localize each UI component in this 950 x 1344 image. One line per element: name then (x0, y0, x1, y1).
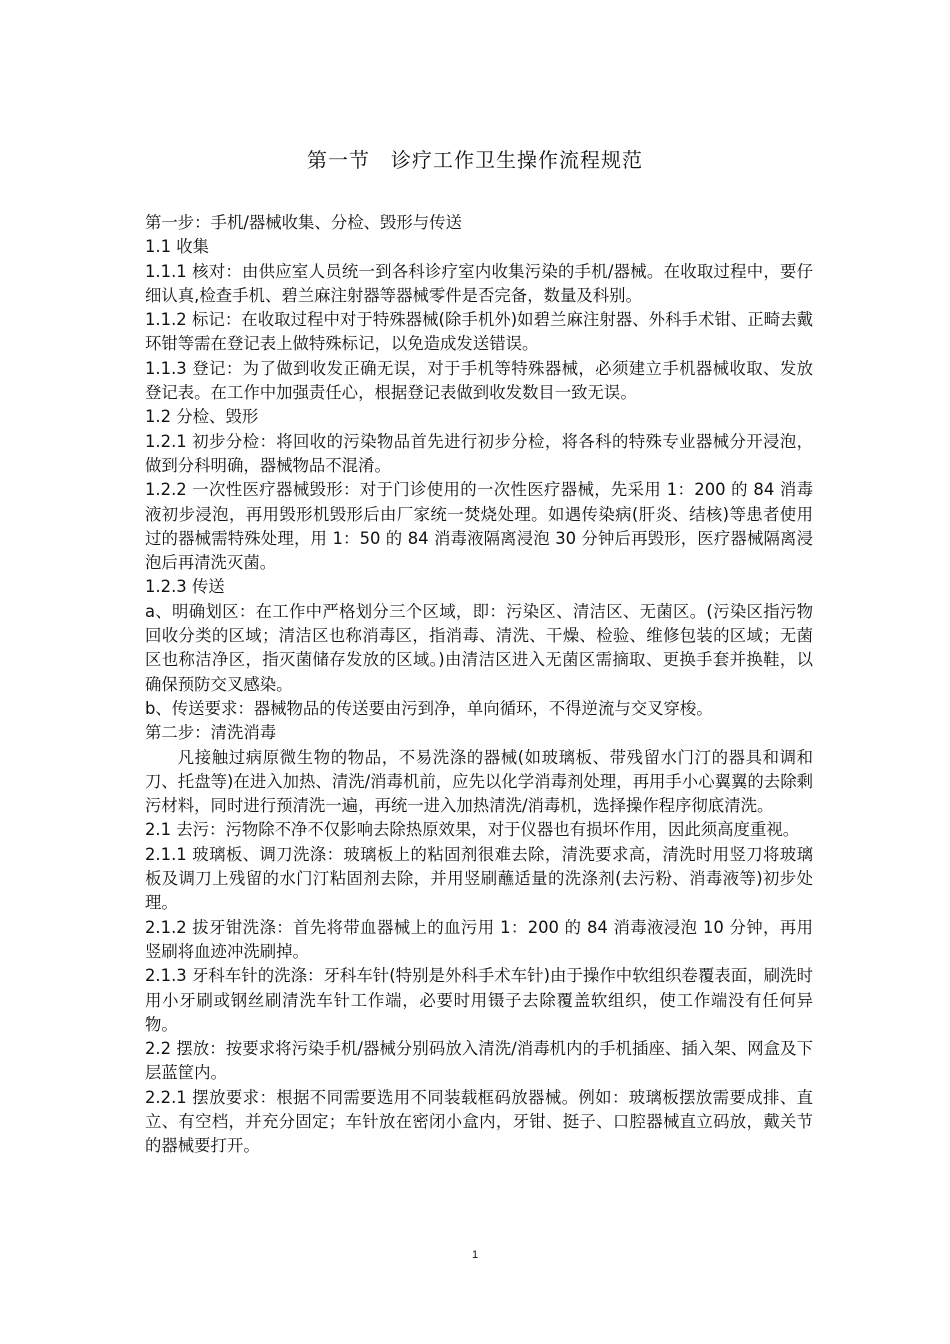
body-paragraph: 第一步：手机/器械收集、分检、毁形与传送 (145, 213, 462, 232)
body-paragraph: 1.2.2 一次性医疗器械毁形：对于门诊使用的一次性医疗器械，先采用 1：200 的 84 消毒液初步浸泡，再用毁形机毁形后由厂家统一焚烧处理。如遇传染病(肝炎、结核)等患者使用过的器械需特殊处理，用 1：50 的 84 消毒液隔离浸泡 30 分钟后再毁形，医疗器械隔离浸泡后再清洗灭菌。 (145, 480, 813, 573)
body-paragraph: 1.1 收集 (145, 237, 210, 257)
document-body (145, 211, 813, 1159)
body-paragraph: 2.1 去污：污物除不净不仅影响去除热原效果，对于仪器也有损坏作用，因此须高度重视。 (145, 820, 800, 840)
body-paragraph: b、传送要求：器械物品的传送要由污到净，单向循环，不得逆流与交叉穿梭。 (145, 698, 713, 718)
body-paragraph: 1.1.3 登记：为了做到收发正确无误，对于手机等特殊器械，必须建立手机器械收取、发放登记表。在工作中加强责任心，根据登记表做到收发数目一致无误。 (145, 358, 813, 403)
body-paragraph: 2.1.3 牙科车针的洗涤：牙科车针(特别是外科手术车针)由于操作中软组织卷覆表面，刷洗时用小牙刷或钢丝刷清洗车针工作端，必要时用镊子去除覆盖软组织，使工作端没有任何异物。 (145, 966, 813, 1034)
body-paragraph: 2.1.2 拔牙钳洗涤：首先将带血器械上的血污用 1：200 的 84 消毒液浸泡 10 分钟，再用竖刷将血迹冲洗刷掉。 (145, 917, 813, 961)
body-paragraph: 1.2.3 传送 (145, 577, 225, 597)
body-paragraph: 1.1.2 标记：在收取过程中对于特殊器械(除手机外)如碧兰麻注射器、外科手术钳、正畸去戴环钳等需在登记表上做特殊标记，以免造成发送错误。 (145, 310, 813, 354)
body-paragraph: 凡接触过病原微生物的物品，不易洗涤的器械(如玻璃板、带残留水门汀的器具和调和刀、托盘等)在进入加热、清洗/消毒机前，应先以化学消毒剂处理，再用手小心翼翼的去除剩污材料，同时进行预清洗一遍，再统一进入加热清洗/消毒机，选择操作程序彻底清洗。 (145, 747, 813, 816)
body-paragraph: 2.1.1 玻璃板、调刀洗涤：玻璃板上的粘固剂很难去除，清洗要求高，清洗时用竖刀将玻璃板及调刀上残留的水门汀粘固剂去除，并用竖刷蘸适量的洗涤剂(去污粉、消毒液等)初步处理。 (145, 844, 813, 913)
body-paragraph: 2.2.1 摆放要求：根据不同需要选用不同装载框码放器械。例如：玻璃板摆放需要成排、直立、有空档，并充分固定；车针放在密闭小盒内，牙钳、挺子、口腔器械直立码放，戴关节的器械要打开。 (145, 1087, 813, 1156)
body-paragraph: a、明确划区：在工作中严格划分三个区域，即：污染区、清洁区、无菌区。(污染区指污物回收分类的区域；清洁区也称消毒区，指消毒、清洗、干燥、检验、维修包装的区域；无菌区也称洁净区，指灭菌储存发放的区域。)由清洁区进入无菌区需摘取、更换手套并换鞋，以确保预防交叉感染。 (145, 601, 813, 694)
body-paragraph: 2.2 摆放：按要求将污染手机/器械分别码放入清洗/消毒机内的手机插座、插入架、网盒及下层蓝筐内。 (145, 1039, 813, 1083)
body-paragraph: 1.1.1 核对：由供应室人员统一到各科诊疗室内收集污染的手机/器械。在收取过程中，要仔细认真,检查手机、碧兰麻注射器等器械零件是否完备，数量及科别。 (145, 261, 813, 305)
body-paragraph: 第二步：清洗消毒 (145, 723, 277, 743)
body-paragraph: 1.2.1 初步分检：将回收的污染物品首先进行初步分检，将各科的特殊专业器械分开浸泡，做到分科明确，器械物品不混淆。 (145, 431, 813, 475)
page-number: 1 (471, 1249, 479, 1261)
page-title: 第一节 诊疗工作卫生操作流程规范 (307, 148, 643, 172)
body-paragraph: 1.2 分检、毁形 (145, 407, 259, 427)
